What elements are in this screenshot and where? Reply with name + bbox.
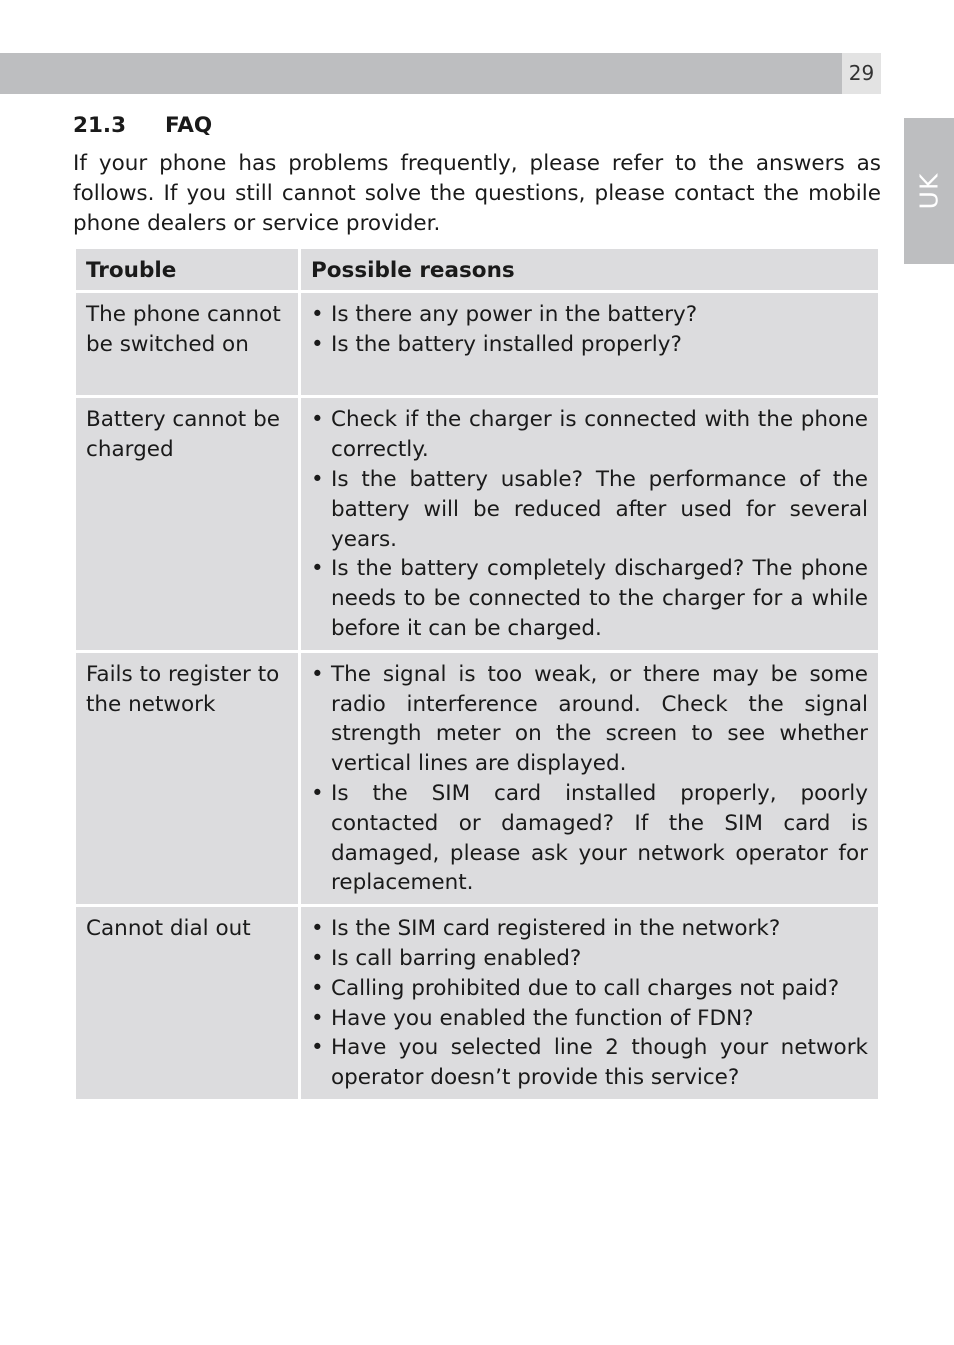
trouble-cell: Fails to register to the network — [76, 653, 298, 904]
reasons-cell — [301, 398, 878, 649]
reason-item: • Check if the charger is connected with the phone correctly. — [311, 405, 868, 465]
trouble-cell: Cannot dial out — [76, 907, 298, 1099]
reason-item: • Is the battery usable? The performance of the battery will be reduced after used for several years. — [311, 465, 868, 554]
reason-item: • The signal is too weak, or there may be some radio interference around. Check the signal strength meter on the screen to see whether vertical lines are displayed. — [311, 660, 868, 779]
page-number: 29 — [842, 53, 881, 94]
section-heading — [73, 113, 212, 138]
table-header-row — [76, 249, 878, 290]
section-number: 21.3 — [73, 113, 127, 138]
intro-paragraph: If your phone has problems frequently, please refer to the answers as follows. If you still cannot solve the questions, please contact the mobile phone dealers or service provider. — [73, 151, 881, 236]
header-trouble: Trouble — [76, 249, 298, 290]
header-possible-reasons: Possible reasons — [301, 249, 878, 290]
reason-item: • Is the battery completely discharged? The phone needs to be connected to the charger for a while before it can be charged. — [311, 554, 868, 643]
reason-item: • Calling prohibited due to call charges not paid? — [311, 974, 868, 1004]
reason-item: • Is call barring enabled? — [311, 944, 868, 974]
table-row — [76, 293, 878, 396]
reason-item: • Is the SIM card installed properly, poorly contacted or damaged? If the SIM card is damaged, please ask your network operator for replacement. — [311, 779, 868, 898]
language-tab — [904, 118, 954, 264]
reasons-cell — [301, 907, 878, 1099]
reasons-list — [311, 914, 868, 1093]
reasons-list — [311, 300, 868, 360]
reason-item: • Is the battery installed properly? — [311, 330, 868, 360]
reason-item: • Is there any power in the battery? — [311, 300, 868, 330]
faq-table — [73, 246, 881, 1102]
language-tab-label: UK — [914, 172, 944, 210]
section-title: FAQ — [165, 113, 213, 138]
trouble-cell: The phone cannot be switched on — [76, 293, 298, 396]
reasons-cell — [301, 293, 878, 396]
reasons-list — [311, 660, 868, 898]
header-bar — [0, 53, 842, 94]
table-row — [76, 653, 878, 904]
reason-item: • Have you selected line 2 though your network operator doesn’t provide this service? — [311, 1033, 868, 1093]
table-row — [76, 398, 878, 649]
reason-item: • Have you enabled the function of FDN? — [311, 1004, 868, 1034]
trouble-cell: Battery cannot be charged — [76, 398, 298, 649]
reasons-cell — [301, 653, 878, 904]
reasons-list — [311, 405, 868, 643]
table-row — [76, 907, 878, 1099]
reason-item: • Is the SIM card registered in the network? — [311, 914, 868, 944]
